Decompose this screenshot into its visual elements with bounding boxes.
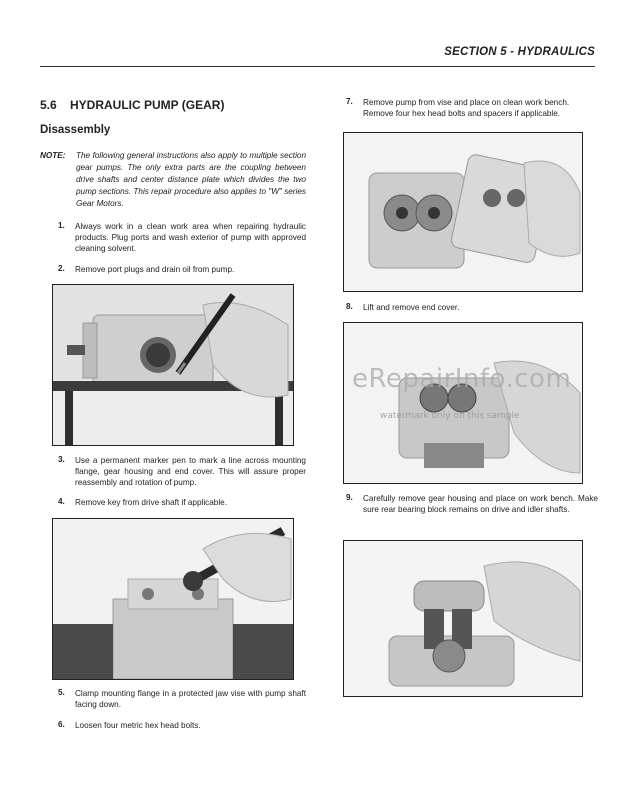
photo-gear-housing: [343, 540, 583, 697]
step-number: 1.: [58, 221, 65, 230]
photo-marking-pump: [52, 284, 294, 446]
section-heading: HYDRAULIC PUMP (GEAR): [70, 98, 225, 112]
watermark-sub: watermark only on this sample: [380, 411, 520, 421]
step-text: Use a permanent marker pen to mark a line across mounting flange, gear housing and end cover. This will assure proper reassembly and rotation of pump.: [75, 456, 306, 487]
step-text: Lift and remove end cover.: [363, 303, 460, 312]
step-number: 4.: [58, 497, 65, 506]
pump-open-illustration: [344, 133, 582, 291]
step-text: Loosen four metric hex head bolts.: [75, 721, 201, 730]
step-number: 5.: [58, 688, 65, 697]
step-number: 8.: [346, 302, 353, 311]
step-number: 9.: [346, 493, 353, 502]
header-rule: [40, 66, 595, 67]
note-text: The following general instructions also apply to multiple section gear pumps. The only extra parts are the coupling between drive shafts and center distance plate which divides the two pump sections. This repair procedure also applies to "W" series Gear Motors.: [76, 151, 306, 208]
pump-gear-housing-illustration: [344, 541, 582, 696]
pump-end-cover-illustration: [344, 323, 582, 483]
note-label: NOTE:: [40, 151, 66, 160]
watermark-main: eRepairInfo.com: [352, 364, 572, 394]
step-text: Remove port plugs and drain oil from pump.: [75, 265, 235, 274]
step-number: 6.: [58, 720, 65, 729]
subheading: Disassembly: [40, 124, 111, 136]
photo-end-cover: [343, 322, 583, 484]
step-number: 7.: [346, 97, 353, 106]
section-number: 5.6: [40, 98, 57, 112]
section-title: SECTION 5 - HYDRAULICS: [444, 46, 595, 58]
step-text: Clamp mounting flange in a protected jaw vise with pump shaft facing down.: [75, 689, 306, 709]
photo-open-pump: [343, 132, 583, 292]
pump-marking-illustration: [53, 285, 293, 445]
pump-vise-illustration: [53, 519, 293, 679]
step-text: Remove pump from vise and place on clean work bench. Remove four hex head bolts and spacers if applicable.: [363, 98, 570, 118]
step-text: Always work in a clean work area when repairing hydraulic products. Plug ports and wash exterior of pump with approved cleaning solvent.: [75, 222, 306, 253]
photo-vise-wrench: [52, 518, 294, 680]
step-text: Remove key from drive shaft if applicable.: [75, 498, 227, 507]
step-number: 3.: [58, 455, 65, 464]
step-number: 2.: [58, 264, 65, 273]
step-text: Carefully remove gear housing and place on work bench. Make sure rear bearing block remains on drive and idler shafts.: [363, 494, 598, 514]
